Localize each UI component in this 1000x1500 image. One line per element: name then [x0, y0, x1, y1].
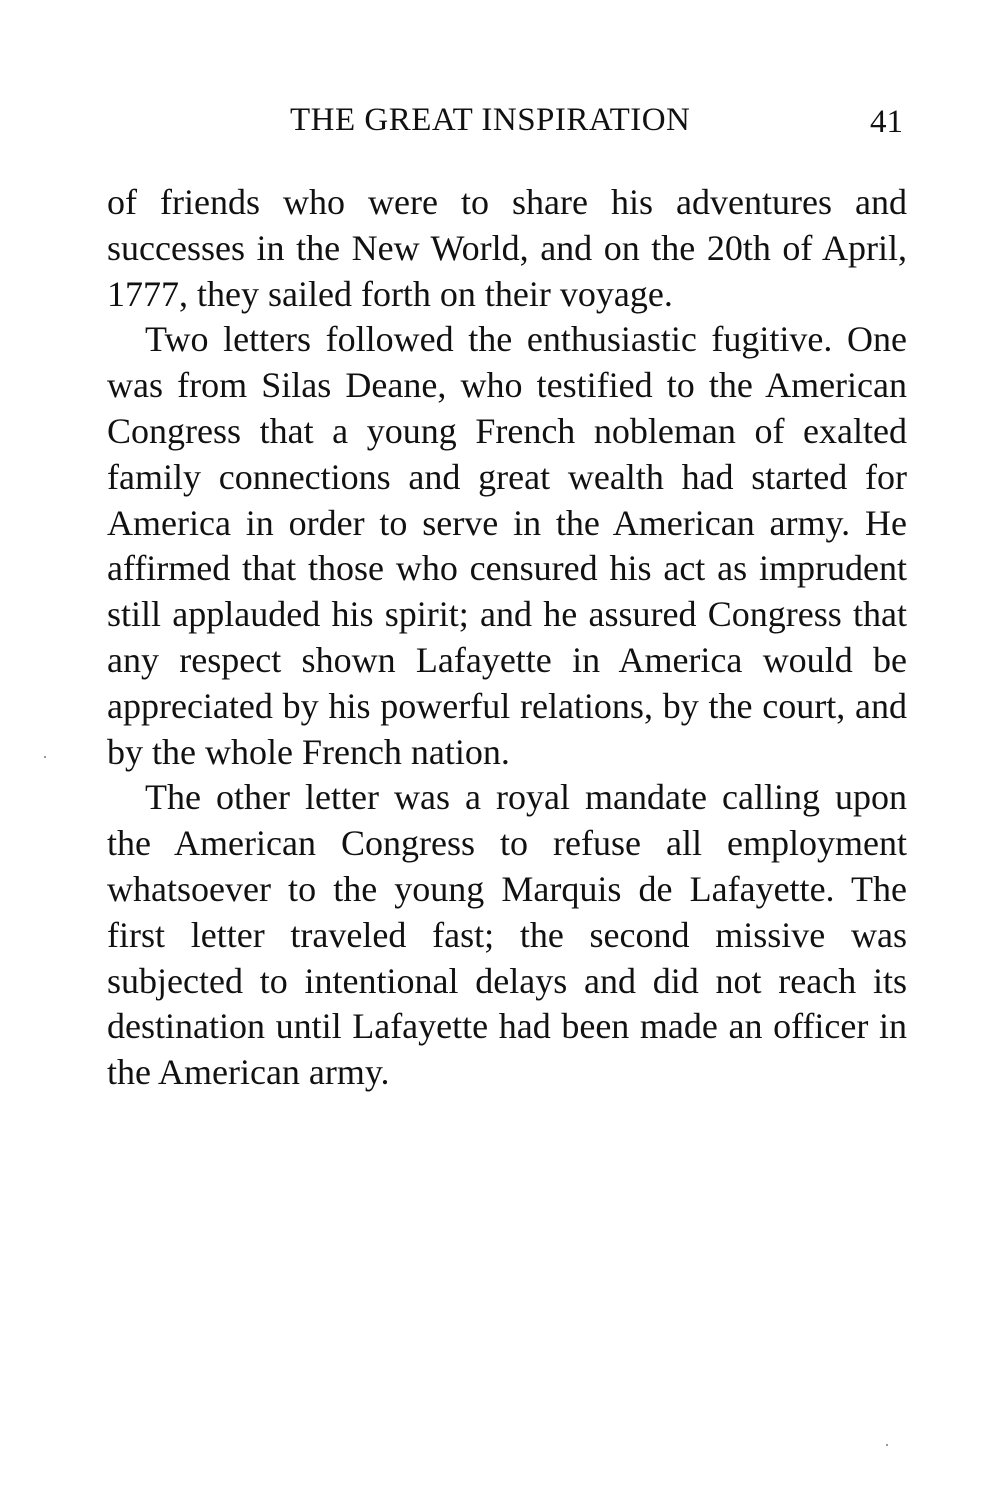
paragraph-continuation: of friends who were to share his adventures and successes in the New World, and on the 20th of April, 1777, they sailed forth on their voyage.: [107, 182, 907, 314]
paragraph-two-letters: Two letters followed the enthusiastic fugitive. One was from Silas Deane, who testified to the American Congress that a young French nobleman of exalted family connections and great wealth had started for America in order to serve in the American army. He affirmed that those who censured his act as imprudent still applauded his spirit; and he assured Congress that any respect shown Lafayette in America would be appreciated by his powerful relations, by the court, and by the whole French nation.: [107, 319, 907, 772]
paragraph-royal-mandate: The other letter was a royal mandate calling upon the American Congress to refuse all employment whatsoever to the young Marquis de Lafayette. The first letter traveled fast; the second missive was subjected to intentional delays and did not reach its destination until Lafayette had been made an officer in the American army.: [107, 777, 907, 1093]
running-title: THE GREAT INSPIRATION: [290, 102, 691, 138]
running-head: [0, 98, 1000, 142]
scan-speck: [886, 1444, 888, 1446]
scan-speck: [44, 756, 46, 758]
body-text: [107, 180, 907, 1096]
page-number: 41: [870, 104, 903, 140]
